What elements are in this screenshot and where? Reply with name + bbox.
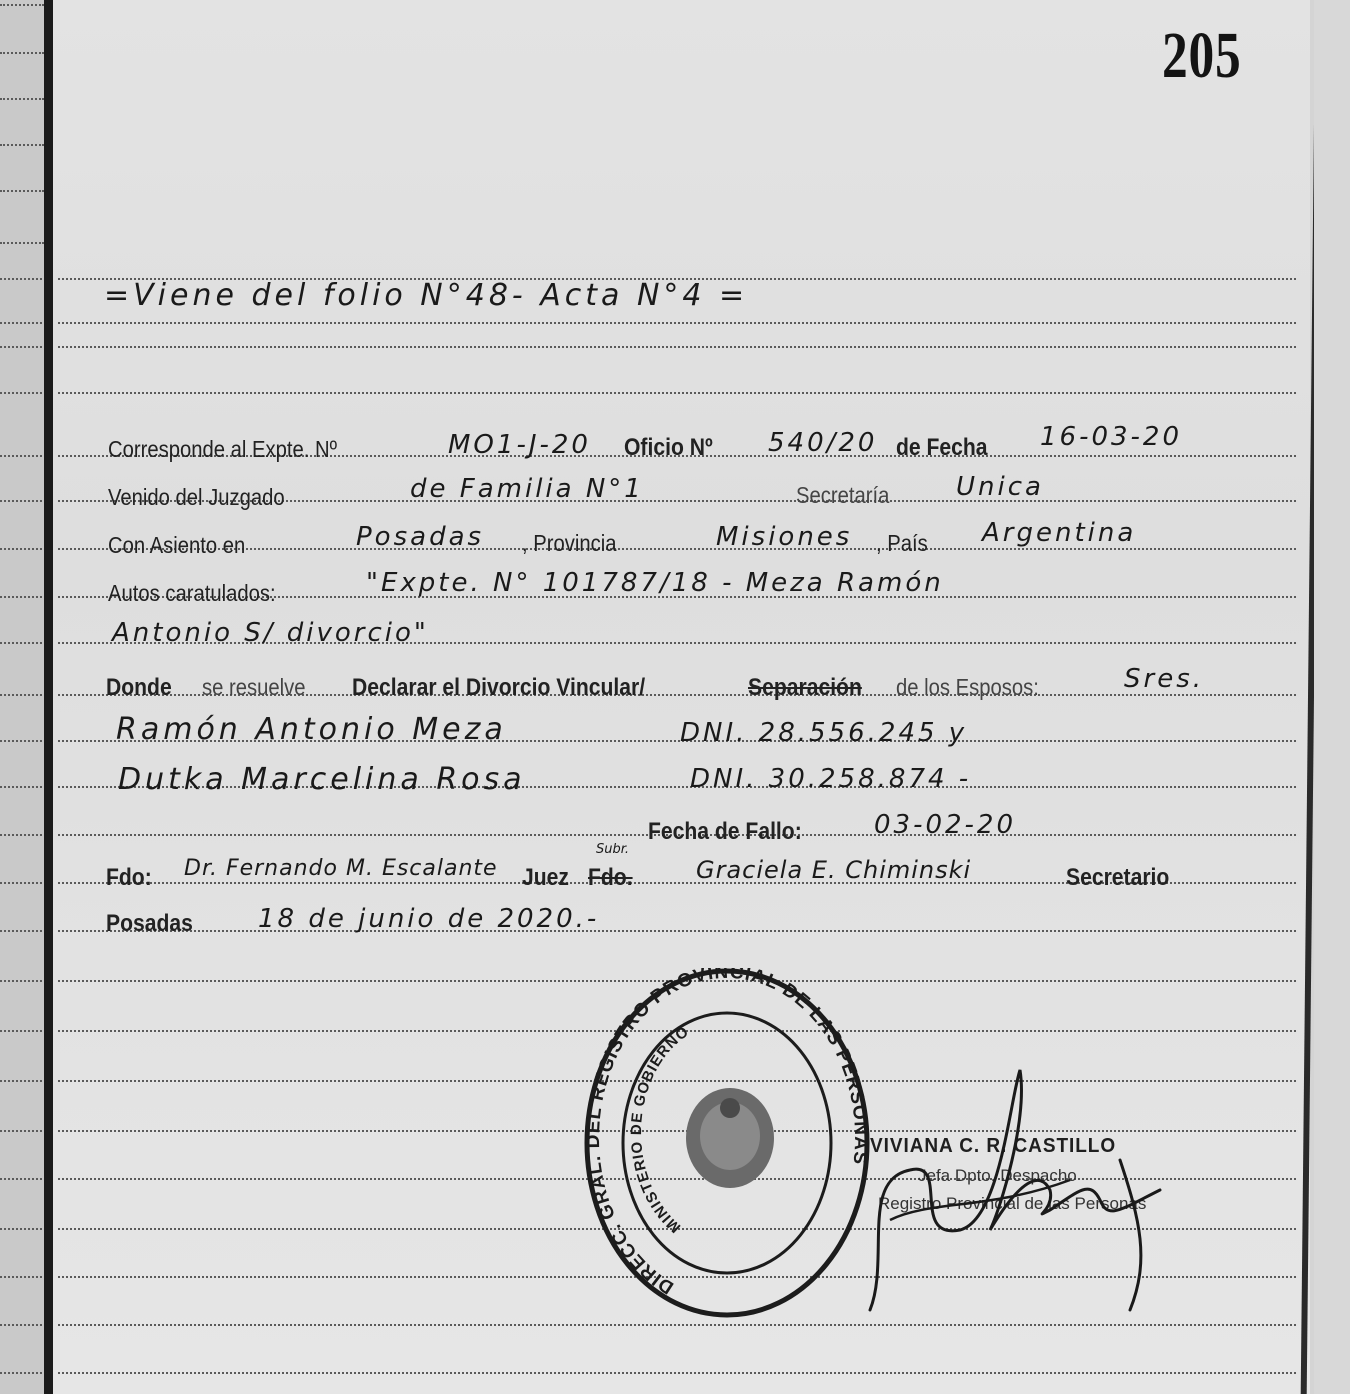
ruling-line [58,322,1296,324]
secretaria-value: Unica [956,472,1044,502]
right-margin [1314,0,1350,1394]
separacion-struck: Separación [748,674,862,701]
ruling-line [0,1178,42,1180]
ruling-line [0,834,42,836]
ruling-line [0,346,42,348]
ruling-line [0,190,44,192]
esposo-1-dni: DNI. 28.556.245 y [680,718,968,748]
expte-label: Corresponde al Expte. Nº [108,436,338,462]
ruling-line [58,930,1296,932]
ruling-line [0,144,44,146]
svg-text:MINISTERIO DE GOBIERNO [628,1023,692,1236]
ruling-line [0,1130,42,1132]
oficio-value: 540/20 [768,428,878,458]
pais-value: Argentina [982,518,1137,548]
folio-number: 205 [1162,19,1242,92]
ruling-line [0,455,42,457]
ruling-line [0,52,44,54]
expte-value: MO1-J-20 [448,430,591,460]
ruling-line [0,278,42,280]
header-note: =Viene del folio N°48- Acta N°4 = [104,278,749,313]
pais-label: , País [876,530,928,556]
ruling-line [58,346,1296,348]
esposo-2-name: Dutka Marcelina Rosa [118,762,526,797]
left-margin [0,0,44,1394]
secretario-label: Secretario [1066,864,1170,891]
provincia-value: Misiones [716,522,853,552]
handwritten-signature [850,1060,1180,1320]
esposos-label: de los Esposos: [896,674,1039,700]
fecha-label: de Fecha [896,434,988,461]
se-resuelve-label: se resuelve [202,674,306,700]
asiento-label: Con Asiento en [108,532,246,558]
stamp-inner-text: MINISTERIO DE GOBIERNO [627,1022,693,1236]
ruling-line [0,322,42,324]
ruling-line [0,1080,42,1082]
fdo-struck: Fdo. [588,864,633,891]
divorcio-label: Declarar el Divorcio Vincular/ [352,674,646,701]
fallo-label: Fecha de Fallo: [648,818,802,845]
ruling-line [0,1228,42,1230]
ruling-line [0,4,44,6]
ruling-line [0,596,42,598]
fecha-value: 16-03-20 [1040,422,1183,452]
fdo-label: Fdo: [106,864,152,891]
fallo-value: 03-02-20 [874,810,1017,840]
ruling-line [0,1372,42,1374]
ruling-line [0,740,42,742]
ruling-line [0,1030,42,1032]
ruling-line [58,1372,1296,1374]
ruling-line [0,242,44,244]
ruling-line [0,392,42,394]
donde-label: Donde [106,674,172,701]
secretaria-label: Secretaría [796,482,890,508]
ruling-line [0,1276,42,1278]
ruling-line [0,98,44,100]
ruling-line [0,930,42,932]
esposo-1-name: Ramón Antonio Meza [116,712,507,747]
autos-label: Autos caratulados: [108,580,276,606]
asiento-value: Posadas [356,522,485,552]
ruling-line [0,642,42,644]
esposos-prefix: Sres. [1124,664,1204,694]
juez-label: Juez [522,864,569,891]
signatory-org: Registro Provincial de las Personas [878,1194,1147,1213]
juzgado-value: de Familia N°1 [410,474,644,504]
autos-value: "Expte. N° 101787/18 - Meza Ramón [366,568,944,598]
ruling-line [58,392,1296,394]
ruling-line [0,882,42,884]
posadas-date: 18 de junio de 2020.- [258,904,600,934]
signatory-role: Jefa Dpto. Despacho [918,1166,1077,1185]
esposo-2-dni: DNI. 30.258.874 - [690,764,972,794]
ruling-line [0,694,42,696]
signatory-name: VIVIANA C. R. CASTILLO [870,1135,1117,1157]
fdo-juez: Dr. Fernando M. Escalante [184,856,498,881]
juzgado-label: Venido del Juzgado [108,484,285,510]
provincia-label: , Provincia [522,530,617,556]
ruling-line [0,980,42,982]
posadas-label: Posadas [106,910,193,937]
ruling-line [0,1324,42,1326]
ruling-line [0,548,42,550]
fdo-secretario: Graciela E. Chiminski [696,856,972,884]
ruling-line [0,786,42,788]
official-seal-stamp [582,968,872,1328]
oficio-label: Oficio Nº [624,434,713,461]
stamp-outer-text: DIRECC. GRAL. DEL REGISTRO PROVINCIAL DE LAS PERSONAS [582,968,872,1298]
autos-value-2: Antonio S/ divorcio" [112,618,429,648]
ruling-line [0,500,42,502]
page-binding-edge [44,0,53,1394]
subr-note: Subr. [596,842,630,857]
